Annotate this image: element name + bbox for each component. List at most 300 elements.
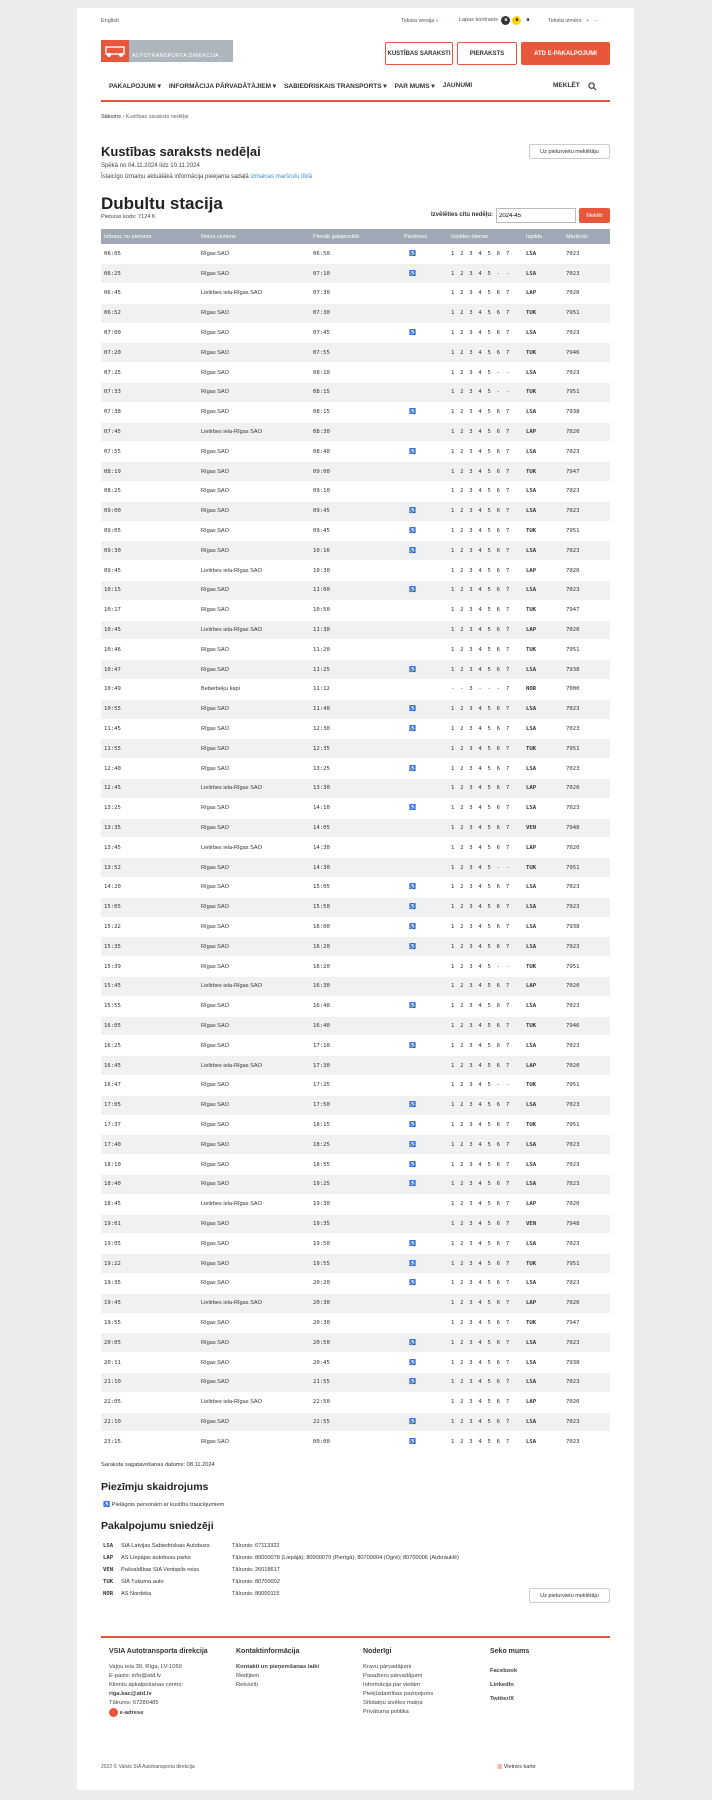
direction-cell: Rīgas SAO (198, 1333, 310, 1353)
arrival-cell: 21:55 (310, 1372, 401, 1392)
notes-cell (401, 1412, 448, 1432)
direction-cell: Rīgas SAO (198, 957, 310, 977)
arrival-cell: 13:30 (310, 779, 401, 799)
days-cell: 1 2 3 4 5 - - (448, 383, 523, 403)
wheelchair-icon: ♿ (409, 1438, 416, 1445)
wheelchair-icon: ♿ (409, 765, 416, 772)
operator-cell: LSA (523, 917, 563, 937)
notes-cell (401, 244, 448, 264)
wheelchair-icon: ♿ (409, 1418, 416, 1425)
arrival-cell: 18:55 (310, 1155, 401, 1175)
wheelchair-icon: ♿ (409, 706, 416, 713)
departure-cell: 15:35 (101, 937, 198, 957)
provider-code: NOR (103, 1591, 114, 1597)
route-cell: 7023 (563, 937, 610, 957)
departure-cell: 08:25 (101, 482, 198, 502)
route-cell: 7023 (563, 1095, 610, 1115)
operator-cell: LSA (523, 482, 563, 502)
operator-cell: LSA (523, 442, 563, 462)
stop-name: Dubultu stacija (101, 194, 223, 213)
footer-eaddress-label: e-adrese (119, 1710, 144, 1717)
wheelchair-icon: ♿ (409, 587, 416, 594)
direction-cell: Lielirbes iela-Rīgas SAO (198, 1293, 310, 1313)
operator-cell: LSA (523, 402, 563, 422)
arrival-cell: 22:55 (310, 1412, 401, 1432)
table-row (101, 976, 610, 996)
days-cell: 1 2 3 4 5 6 7 (448, 779, 523, 799)
nav-news[interactable]: JAUNUMI (442, 82, 473, 89)
table-row (101, 1234, 610, 1254)
departure-cell: 15:05 (101, 897, 198, 917)
days-cell: 1 2 3 4 5 6 7 (448, 660, 523, 680)
departure-cell: 10:49 (101, 680, 198, 700)
logo[interactable] (101, 40, 233, 62)
notes-cell (401, 897, 448, 917)
direction-cell: Rīgas SAO (198, 501, 310, 521)
nav-about[interactable]: PAR MUMS ▾ (394, 83, 435, 90)
table-row (101, 244, 610, 264)
notes-cell (401, 343, 448, 363)
footer-address: Vaļņu iela 30, Rīga, LV-1050 (109, 1664, 182, 1670)
contrast-dark-button[interactable]: a (501, 16, 510, 25)
departure-cell: 17:05 (101, 1095, 198, 1115)
table-row (101, 917, 610, 937)
notice-prefix: Īslaicīgo izmaiņu aktuālākā informācija pieejama sadaļā (101, 174, 251, 180)
route-cell: 7020 (563, 422, 610, 442)
arrival-cell: 18:25 (310, 1135, 401, 1155)
notes-cell (401, 284, 448, 304)
days-cell: 1 2 3 4 5 6 7 (448, 422, 523, 442)
route-cell: 7023 (563, 759, 610, 779)
table-row (101, 343, 610, 363)
route-cell: 7023 (563, 1432, 610, 1452)
direction-cell: Lielirbes iela-Rīgas SAO (198, 1194, 310, 1214)
provider-phone: Tālrunis: 80000078 (Liepājā); 80000079 (Pierīgā); 80700004 (Ogrē); 80700006 (Aizkrauklē) (232, 1555, 460, 1561)
departure-cell: 12:45 (101, 779, 198, 799)
notice-link[interactable]: izmaiņas maršrutu tīklā (250, 174, 313, 180)
schedules-button[interactable]: KUSTĪBAS SARAKSTI (385, 42, 453, 65)
route-cell: 7023 (563, 264, 610, 284)
route-cell: 7023 (563, 1174, 610, 1194)
operator-cell: LAP (523, 779, 563, 799)
notes-cell (401, 1234, 448, 1254)
footer-email[interactable]: E-pasts: info@atd.lv (109, 1673, 161, 1679)
direction-cell: Rīgas SAO (198, 1095, 310, 1115)
notes-cell (401, 996, 448, 1016)
departure-cell: 07:20 (101, 343, 198, 363)
notes-cell (401, 383, 448, 403)
notes-cell (401, 1155, 448, 1175)
notes-cell (401, 442, 448, 462)
text-size-plus-button[interactable]: + (586, 18, 590, 24)
text-size-label: Teksta izmērs (548, 18, 582, 24)
direction-cell: Rīgas SAO (198, 264, 310, 284)
facebook-link[interactable]: Facebook (490, 1668, 518, 1674)
notes-cell (401, 600, 448, 620)
eservices-button[interactable]: ATD E-PAKALPOJUMI (521, 42, 610, 65)
route-cell: 7020 (563, 838, 610, 858)
wheelchair-icon: ♿ (409, 1379, 416, 1386)
arrival-cell: 07:55 (310, 343, 401, 363)
operator-cell: LSA (523, 1095, 563, 1115)
departure-cell: 18:40 (101, 1174, 198, 1194)
footer-link-places[interactable]: Informācija par vietām (363, 1682, 421, 1688)
arrival-cell: 20:20 (310, 1273, 401, 1293)
notes-cell (401, 541, 448, 561)
departure-cell: 19:35 (101, 1273, 198, 1293)
footer-link-media[interactable]: Medijiem (236, 1673, 260, 1679)
operator-cell: LSA (523, 798, 563, 818)
table-row (101, 640, 610, 660)
footer-col-useful (363, 1648, 483, 1717)
wheelchair-icon: ♿ (409, 1359, 416, 1366)
table-row (101, 1095, 610, 1115)
departure-cell: 06:45 (101, 284, 198, 304)
footer-link-passenger[interactable]: Pasažieru pārvadājumi (363, 1673, 422, 1679)
text-version-link[interactable] (401, 18, 439, 30)
footer-link-contacts[interactable]: Kontakti un pieņemšanas laiki (236, 1664, 320, 1670)
route-cell: 7951 (563, 739, 610, 759)
table-row (101, 1432, 610, 1452)
operator-cell: TUK (523, 739, 563, 759)
footer-link-accessibility[interactable]: Piekļūstamības paziņojums (363, 1691, 434, 1697)
table-row (101, 1036, 610, 1056)
notes-cell (401, 482, 448, 502)
nav-carriers-info[interactable]: INFORMĀCIJA PĀRVADĀTĀJIEM ▾ (168, 83, 277, 90)
table-row (101, 1333, 610, 1353)
operator-cell: LSA (523, 1155, 563, 1175)
direction-cell: Rīgas SAO (198, 442, 310, 462)
departure-cell: 07:33 (101, 383, 198, 403)
nav-public-transport[interactable]: SABIEDRISKAIS TRANSPORTS ▾ (284, 83, 387, 90)
arrival-cell: 16:40 (310, 996, 401, 1016)
direction-cell: Rīgas SAO (198, 1432, 310, 1452)
stop-search-button-top[interactable]: Uz pieturvietu meklētāju (529, 144, 610, 159)
notes-cell (401, 1254, 448, 1274)
direction-cell: Beberbeķu kapi (198, 680, 310, 700)
arrival-cell: 15:05 (310, 878, 401, 898)
days-cell: 1 2 3 4 5 6 7 (448, 1155, 523, 1175)
arrival-cell: 06:50 (310, 244, 401, 264)
days-cell: 1 2 3 4 5 6 7 (448, 1313, 523, 1333)
days-cell: 1 2 3 4 5 6 7 (448, 1095, 523, 1115)
arrival-cell: 17:25 (310, 1075, 401, 1095)
text-size-minus-button[interactable]: – (593, 18, 597, 24)
operator-cell: TUK (523, 640, 563, 660)
arrival-cell: 16:20 (310, 957, 401, 977)
days-cell: 1 2 3 4 5 6 7 (448, 1194, 523, 1214)
departure-cell: 16:47 (101, 1075, 198, 1095)
route-cell: 7951 (563, 1075, 610, 1095)
direction-cell: Rīgas SAO (198, 1234, 310, 1254)
direction-cell: Rīgas SAO (198, 323, 310, 343)
footer-col-contacts (236, 1648, 356, 1690)
table-row (101, 1135, 610, 1155)
week-search-button[interactable]: Meklēt (579, 208, 610, 223)
linkedin-link[interactable]: LinkedIn (490, 1682, 514, 1688)
table-row (101, 402, 610, 422)
provider-row (103, 1588, 603, 1600)
route-cell: 7946 (563, 343, 610, 363)
departure-cell: 07:45 (101, 422, 198, 442)
days-cell: 1 2 3 4 5 - - (448, 1075, 523, 1095)
operator-cell: TUK (523, 521, 563, 541)
route-cell: 7951 (563, 303, 610, 323)
wheelchair-icon: ♿ (409, 726, 416, 733)
arrival-cell: 20:30 (310, 1313, 401, 1333)
notes-cell (401, 1333, 448, 1353)
table-row (101, 1273, 610, 1293)
logo-text: AUTOTRANSPORTA DIREKCIJA (132, 53, 220, 59)
direction-cell: Rīgas SAO (198, 1036, 310, 1056)
notes-cell (401, 1174, 448, 1194)
arrival-cell: 20:30 (310, 1293, 401, 1313)
departure-cell: 16:45 (101, 1056, 198, 1076)
direction-cell: Rīgas SAO (198, 1155, 310, 1175)
provider-code: TUK (103, 1579, 114, 1585)
operator-cell: LAP (523, 284, 563, 304)
provider-row (103, 1564, 603, 1576)
direction-cell: Rīgas SAO (198, 1075, 310, 1095)
route-cell: 7023 (563, 699, 610, 719)
table-row (101, 779, 610, 799)
route-cell: 7020 (563, 1293, 610, 1313)
operator-cell: LSA (523, 264, 563, 284)
notes-cell (401, 957, 448, 977)
days-cell: 1 2 3 4 5 6 7 (448, 323, 523, 343)
footer-kac-email[interactable]: riga.kac@atd.lv (109, 1691, 152, 1697)
table-row (101, 1313, 610, 1333)
notes-cell (401, 1273, 448, 1293)
table-row (101, 680, 610, 700)
operator-cell: LAP (523, 620, 563, 640)
route-cell: 7938 (563, 402, 610, 422)
departure-cell: 06:05 (101, 244, 198, 264)
departure-cell: 15:22 (101, 917, 198, 937)
notes-cell (401, 561, 448, 581)
notes-cell (401, 402, 448, 422)
operator-cell: LSA (523, 759, 563, 779)
page-title: Kustības saraksts nedēļai (101, 144, 261, 159)
route-cell: 7947 (563, 1313, 610, 1333)
week-input[interactable] (496, 208, 576, 223)
notes-cell (401, 878, 448, 898)
table-row (101, 482, 610, 502)
departure-cell: 07:55 (101, 442, 198, 462)
stop-code: Pieturas kods: 7124 K (101, 214, 156, 220)
footer-contacts-title: Kontaktinformācija (236, 1648, 300, 1655)
table-row (101, 600, 610, 620)
operator-cell: LSA (523, 1333, 563, 1353)
notes-item-text: Pielāgots personām ar kustību traucējumiem (111, 1502, 225, 1508)
operator-cell: LSA (523, 1432, 563, 1452)
provider-code: LSA (103, 1543, 114, 1549)
direction-cell: Rīgas SAO (198, 1372, 310, 1392)
days-cell: 1 2 3 4 5 6 7 (448, 482, 523, 502)
breadcrumb-separator: › (122, 114, 125, 120)
direction-cell: Lielirbes iela-Rīgas SAO (198, 561, 310, 581)
sitemap-link[interactable] (497, 1764, 536, 1770)
provider-code: VEN (103, 1567, 114, 1573)
table-row (101, 818, 610, 838)
days-cell: 1 2 3 4 5 6 7 (448, 303, 523, 323)
route-cell: 7020 (563, 620, 610, 640)
departure-cell: 18:45 (101, 1194, 198, 1214)
footer-link-cookies[interactable]: Sīkdatņu izvēles maiņa (363, 1700, 423, 1706)
notes-cell (401, 680, 448, 700)
operator-cell: TUK (523, 462, 563, 482)
table-row (101, 957, 610, 977)
wheelchair-icon: ♿ (409, 666, 416, 673)
route-cell: 7948 (563, 1214, 610, 1234)
footer-link-cargo[interactable]: Kravu pārvadājumi (363, 1664, 412, 1670)
table-row (101, 581, 610, 601)
days-cell: 1 2 3 4 5 6 7 (448, 284, 523, 304)
notes-cell (401, 1095, 448, 1115)
departure-cell: 06:52 (101, 303, 198, 323)
notes-cell (401, 1056, 448, 1076)
days-cell: 1 2 3 4 5 6 7 (448, 1293, 523, 1313)
departure-cell: 14:20 (101, 878, 198, 898)
route-cell: 7951 (563, 640, 610, 660)
contrast-light-button[interactable]: a (523, 16, 532, 25)
operator-cell: TUK (523, 957, 563, 977)
footer-link-privacy[interactable]: Privātuma politika (363, 1709, 409, 1715)
notes-item (103, 1502, 224, 1508)
operator-cell: LSA (523, 719, 563, 739)
direction-cell: Rīgas SAO (198, 482, 310, 502)
provider-name: SIA Tukuma auto (121, 1579, 164, 1585)
notes-cell (401, 739, 448, 759)
login-button[interactable]: PIERAKSTS (457, 42, 517, 65)
notes-cell (401, 719, 448, 739)
twitter-link[interactable]: Twitter/X (490, 1696, 515, 1702)
notes-cell (401, 1372, 448, 1392)
direction-cell: Lielirbes iela-Rīgas SAO (198, 976, 310, 996)
departure-cell: 10:15 (101, 581, 198, 601)
departure-cell: 10:46 (101, 640, 198, 660)
direction-cell: Rīgas SAO (198, 878, 310, 898)
table-row (101, 739, 610, 759)
wheelchair-icon: ♿ (409, 805, 416, 812)
days-cell: 1 2 3 4 5 6 7 (448, 501, 523, 521)
notes-cell (401, 1135, 448, 1155)
departure-cell: 10:17 (101, 600, 198, 620)
departure-cell: 23:15 (101, 1432, 198, 1452)
provider-code: LAP (103, 1555, 114, 1561)
notes-cell (401, 303, 448, 323)
notes-cell (401, 779, 448, 799)
provider-phone: Tālrunis: 80000115 (232, 1591, 280, 1597)
arrival-cell: 07:30 (310, 303, 401, 323)
route-cell: 7023 (563, 1372, 610, 1392)
col-days: Izpildes dienas (448, 229, 523, 244)
table-row (101, 1174, 610, 1194)
table-row (101, 284, 610, 304)
operator-cell: LSA (523, 1412, 563, 1432)
notes-cell (401, 1115, 448, 1135)
route-cell: 7023 (563, 897, 610, 917)
table-row (101, 462, 610, 482)
days-cell: 1 2 3 4 5 6 7 (448, 1392, 523, 1412)
route-cell: 7000 (563, 680, 610, 700)
direction-cell: Rīgas SAO (198, 1313, 310, 1333)
days-cell: 1 2 3 4 5 6 7 (448, 640, 523, 660)
departure-cell: 07:25 (101, 363, 198, 383)
footer-eaddress[interactable] (109, 1708, 234, 1718)
notes-cell (401, 1194, 448, 1214)
notes-cell (401, 1313, 448, 1333)
language-link[interactable]: English (101, 18, 120, 24)
days-cell: 1 2 3 4 5 - - (448, 858, 523, 878)
operator-cell: TUK (523, 1115, 563, 1135)
footer-divider (101, 1636, 610, 1638)
provider-row (103, 1552, 603, 1564)
table-row (101, 541, 610, 561)
route-cell: 7023 (563, 482, 610, 502)
days-cell: 1 2 3 4 5 - - (448, 363, 523, 383)
notes-cell (401, 1392, 448, 1412)
prep-date: Saraksta sagatavošanas datums: 08.11.2024 (101, 1462, 215, 1468)
days-cell: 1 2 3 4 5 6 7 (448, 1353, 523, 1373)
wheelchair-icon: ♿ (409, 943, 416, 950)
notes-cell (401, 917, 448, 937)
notes-cell (401, 858, 448, 878)
footer-useful-title: Noderīgi (363, 1648, 392, 1655)
stop-search-button-bottom[interactable]: Uz pieturvietu meklētāju (529, 1588, 610, 1603)
days-cell: 1 2 3 4 5 6 7 (448, 561, 523, 581)
wheelchair-icon: ♿ (409, 1280, 416, 1287)
direction-cell: Rīgas SAO (198, 402, 310, 422)
arrival-cell: 20:45 (310, 1353, 401, 1373)
days-cell: 1 2 3 4 5 - - (448, 957, 523, 977)
nav-search[interactable] (553, 82, 597, 98)
operator-cell: LAP (523, 561, 563, 581)
direction-cell: Rīgas SAO (198, 581, 310, 601)
operator-cell: TUK (523, 383, 563, 403)
table-row (101, 264, 610, 284)
table-row (101, 620, 610, 640)
departure-cell: 13:45 (101, 838, 198, 858)
text-version-icon: ◐ (435, 18, 440, 24)
providers-title: Pakalpojumu sniedzēji (101, 1520, 214, 1532)
departure-cell: 09:00 (101, 501, 198, 521)
table-row (101, 937, 610, 957)
arrival-cell: 19:55 (310, 1254, 401, 1274)
table-row (101, 838, 610, 858)
route-cell: 7023 (563, 996, 610, 1016)
arrival-cell: 08:10 (310, 363, 401, 383)
table-row (101, 1353, 610, 1373)
arrival-cell: 11:25 (310, 660, 401, 680)
arrival-cell: 13:25 (310, 759, 401, 779)
operator-cell: LSA (523, 1353, 563, 1373)
route-cell: 7020 (563, 1194, 610, 1214)
arrival-cell: 11:20 (310, 640, 401, 660)
breadcrumb-home[interactable]: Sākums (101, 114, 121, 120)
nav-divider (101, 100, 610, 102)
wheelchair-icon: ♿ (409, 1260, 416, 1267)
nav-services[interactable]: PAKALPOJUMI ▾ (109, 83, 161, 90)
footer-link-details[interactable]: Rekvizīti (236, 1682, 258, 1688)
notes-cell (401, 798, 448, 818)
notes-cell (401, 660, 448, 680)
notes-cell (401, 1432, 448, 1452)
route-cell: 7023 (563, 878, 610, 898)
departure-cell: 19:45 (101, 1293, 198, 1313)
departure-cell: 13:35 (101, 818, 198, 838)
contrast-yellow-button[interactable]: a (512, 16, 521, 25)
